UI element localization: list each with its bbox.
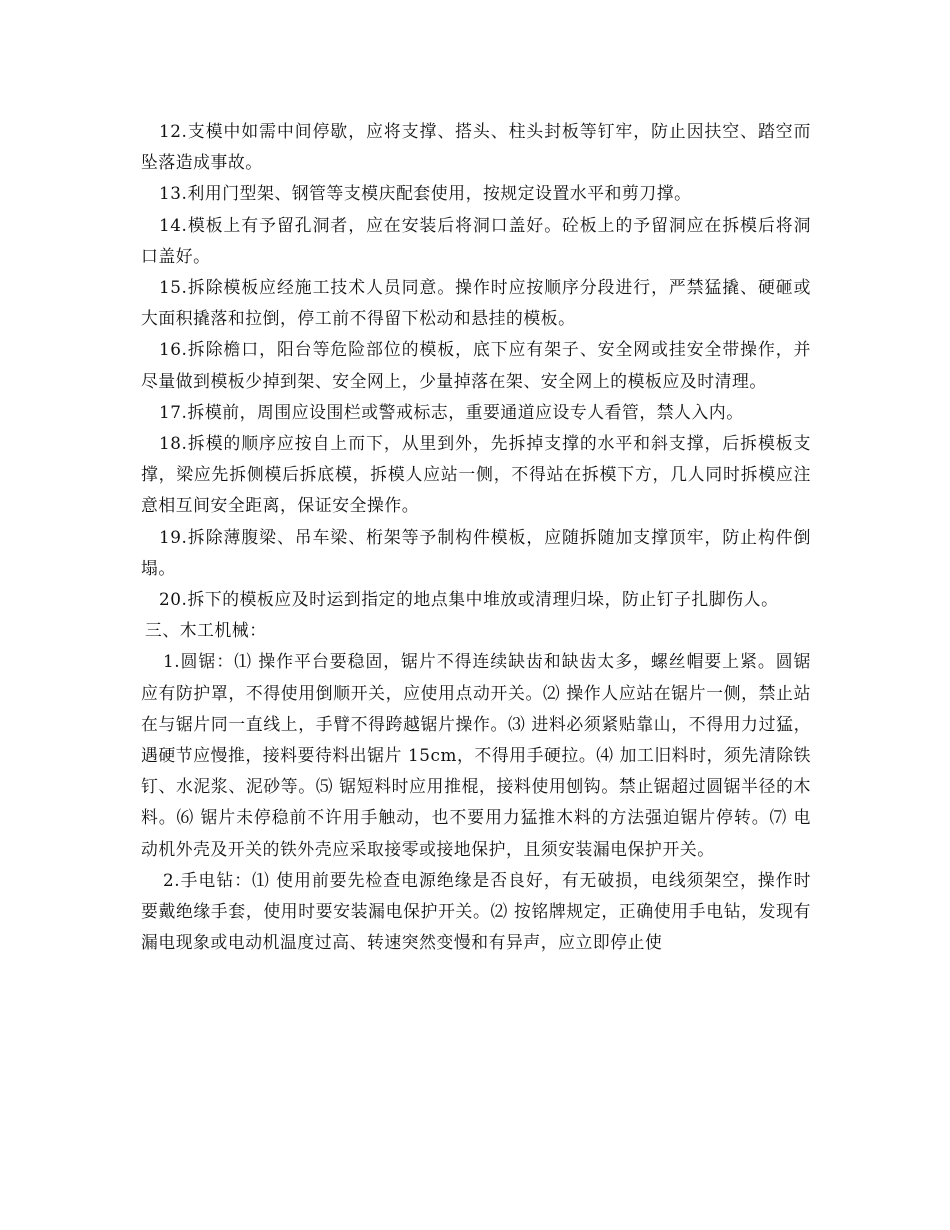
- paragraph-item-12: 12.支模中如需中间停歇，应将支撑、搭头、柱头封板等钉牢，防止因扶空、踏空而坠落造成事故。: [141, 121, 811, 173]
- paragraph-circular-saw: 1.圆锯：⑴ 操作平台要稳固，锯片不得连续缺齿和缺齿太多，螺丝帽要上紧。圆锯应有防护罩，不得使用倒顺开关，应使用点动开关。⑵ 操作人应站在锯片一侧，禁止站在与锯片同一直线上，手臂不得跨越锯片操作。⑶ 进料必须紧贴靠山，不得用力过猛，遇硬节应慢推，接料要待料出锯片 15cm，不得用手硬拉。⑷ 加工旧料时，须先清除铁钉、水泥浆、泥砂等。⑸ 锯短料时应用推棍，接料使用刨钩。禁止锯超过圆锯半径的木料。⑹ 锯片未停稳前不许用手触动，也不要用力猛推木料的方法强迫锯片停转。⑺ 电动机外壳及开关的铁外壳应采取接零或接地保护，且须安装漏电保护开关。: [141, 651, 811, 859]
- section-heading: 三、木工机械：: [145, 620, 267, 641]
- paragraph-item-14: 14.模板上有予留孔洞者，应在安装后将洞口盖好。砼板上的予留洞应在拆模后将洞口盖好。: [141, 214, 811, 266]
- paragraph-item-18: 18.拆模的顺序应按自上而下，从里到外，先拆掉支撑的水平和斜支撑，后拆模板支撑，梁应先拆侧模后拆底模，拆模人应站一侧，不得站在拆模下方，几人同时拆模应注意相互间安全距离，保证安全操作。: [141, 433, 811, 516]
- paragraph-item-16: 16.拆除檐口，阳台等危险部位的模板，底下应有架子、安全网或挂安全带操作，并尽量做到模板少掉到架、安全网上，少量掉落在架、安全网上的模板应及时清理。: [141, 339, 811, 391]
- paragraph-hand-drill: 2.手电钻：⑴ 使用前要先检查电源绝缘是否良好，有无破损，电线须架空，操作时要戴绝缘手套，使用时要安装漏电保护开关。⑵ 按铭牌规定，正确使用手电钻，发现有漏电现象或电动机温度过高、转速突然变慢和有异声，应立即停止使: [141, 869, 811, 953]
- paragraph-item-13: 13.利用门型架、钢管等支模庆配套使用，按规定设置水平和剪刀撑。: [159, 183, 692, 204]
- paragraph-item-19: 19.拆除薄腹梁、吊车梁、桁架等予制构件模板，应随拆随加支撑顶牢，防止构件倒塌。: [141, 526, 811, 578]
- document-body: [141, 116, 811, 958]
- paragraph-item-17: 17.拆模前，周围应设围栏或警戒标志，重要通道应设专人看管，禁人入内。: [159, 401, 744, 422]
- paragraph-item-20: 20.拆下的模板应及时运到指定的地点集中堆放或清理归垛，防止钉子扎脚伤人。: [159, 589, 779, 610]
- paragraph-item-15: 15.拆除模板应经施工技术人员同意。操作时应按顺序分段进行，严禁猛撬、硬砸或大面积撬落和拉倒，停工前不得留下松动和悬挂的模板。: [141, 277, 811, 329]
